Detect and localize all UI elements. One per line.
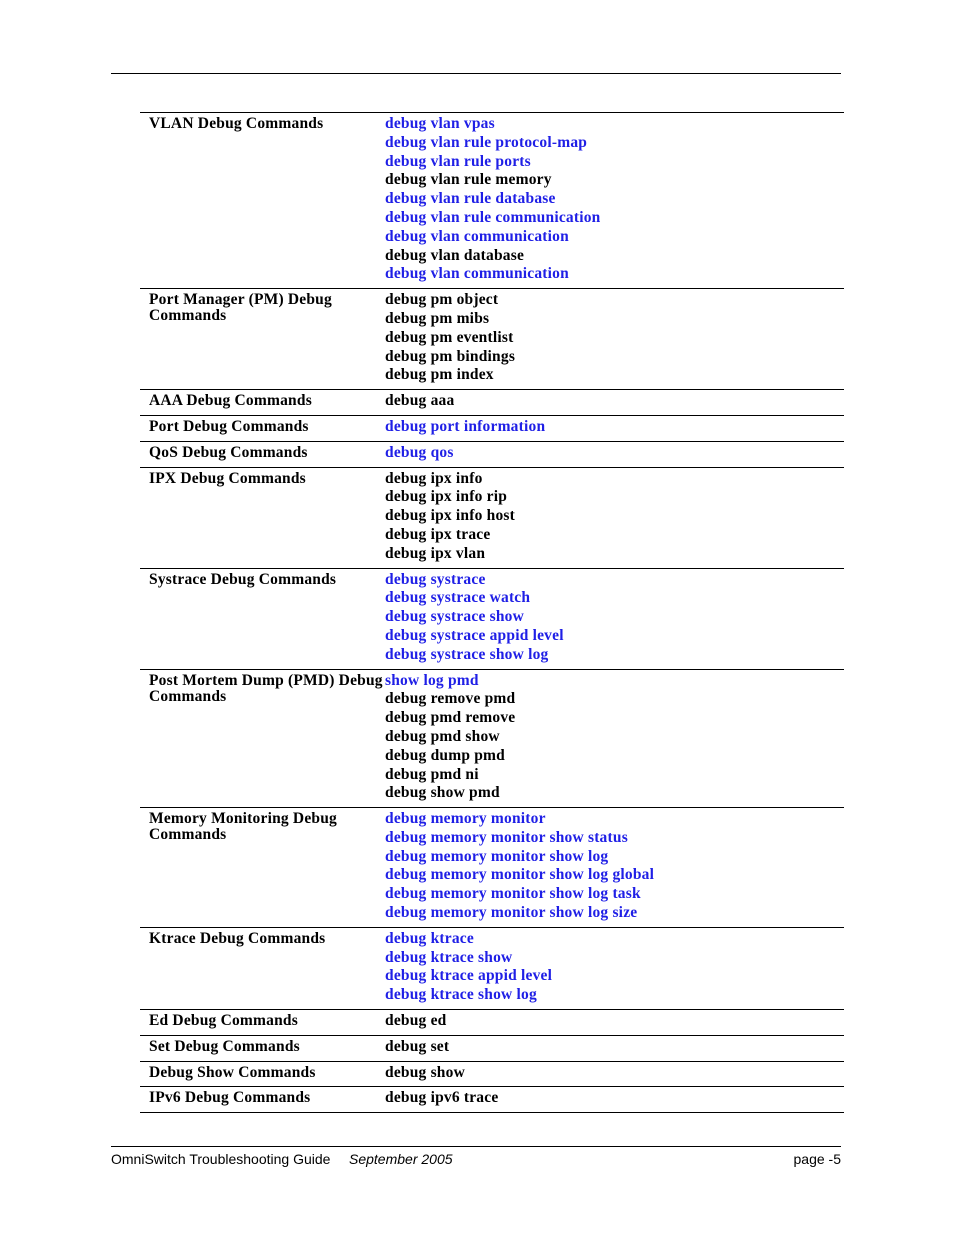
command-category: AAA Debug Commands xyxy=(149,392,312,410)
command-category: Set Debug Commands xyxy=(149,1037,300,1055)
command-link[interactable]: debug memory monitor show log task xyxy=(385,885,641,903)
table-row xyxy=(140,1010,844,1036)
command-list xyxy=(385,571,844,665)
command-link[interactable]: debug vlan rule ports xyxy=(385,152,531,170)
command-text: debug vlan database xyxy=(385,246,525,264)
table-row xyxy=(140,1036,844,1062)
command-list xyxy=(385,291,844,385)
command-link[interactable]: debug vlan rule protocol-map xyxy=(385,133,588,151)
command-category: Systrace Debug Commands xyxy=(149,570,337,588)
command-link[interactable]: debug memory monitor show log size xyxy=(385,904,638,922)
command-category: VLAN Debug Commands xyxy=(149,115,324,132)
command-link[interactable]: debug ktrace show xyxy=(385,948,513,966)
command-category: Post Mortem Dump (PMD) Debug Commands xyxy=(149,671,383,705)
command-link[interactable]: debug systrace xyxy=(385,570,486,588)
table-row xyxy=(140,808,844,928)
command-text: debug ipv6 trace xyxy=(385,1089,499,1107)
footer-date: September 2005 xyxy=(349,1151,453,1167)
debug-commands-table xyxy=(140,112,844,1113)
command-link[interactable]: debug qos xyxy=(385,443,454,461)
command-text: debug vlan rule memory xyxy=(385,171,552,189)
command-list xyxy=(385,672,844,804)
table-row xyxy=(140,928,844,1010)
table-row xyxy=(140,113,844,289)
command-text: debug show pmd xyxy=(385,784,500,802)
command-list xyxy=(385,1089,844,1108)
command-text: debug pm eventlist xyxy=(385,328,514,346)
command-link[interactable]: debug ktrace appid level xyxy=(385,967,553,985)
command-text: debug pmd ni xyxy=(385,765,479,783)
command-link[interactable]: debug systrace watch xyxy=(385,589,531,607)
command-link[interactable]: debug vlan communication xyxy=(385,227,569,245)
command-text: debug show xyxy=(385,1063,465,1081)
command-link[interactable]: debug systrace appid level xyxy=(385,626,564,644)
command-link[interactable]: debug vlan vpas xyxy=(385,115,495,132)
table-row xyxy=(140,289,844,390)
command-category: Memory Monitoring Debug Commands xyxy=(149,810,337,844)
command-category: IPv6 Debug Commands xyxy=(149,1089,311,1107)
header-rule xyxy=(111,73,841,74)
command-link[interactable]: debug vlan rule database xyxy=(385,190,556,208)
command-category: Port Debug Commands xyxy=(149,417,309,435)
command-text: debug dump pmd xyxy=(385,746,505,764)
command-list xyxy=(385,1038,844,1057)
command-text: debug pm index xyxy=(385,366,494,384)
command-link[interactable]: debug port information xyxy=(385,417,546,435)
command-text: debug ipx info host xyxy=(385,507,515,525)
command-text: debug pm object xyxy=(385,291,499,309)
table-row xyxy=(140,670,844,809)
table-row xyxy=(140,468,844,569)
footer-rule xyxy=(111,1146,841,1147)
command-list xyxy=(385,1064,844,1083)
command-list xyxy=(385,810,844,923)
command-list xyxy=(385,930,844,1005)
command-link[interactable]: debug vlan rule communication xyxy=(385,208,601,226)
command-category: QoS Debug Commands xyxy=(149,443,308,461)
command-list xyxy=(385,470,844,564)
command-text: debug pmd show xyxy=(385,727,500,745)
command-text: debug ipx trace xyxy=(385,525,491,543)
table-row xyxy=(140,1087,844,1113)
command-category: Debug Show Commands xyxy=(149,1063,316,1081)
command-text: debug pmd remove xyxy=(385,709,516,727)
command-text: debug set xyxy=(385,1037,450,1055)
command-category: Ktrace Debug Commands xyxy=(149,929,326,947)
table-row xyxy=(140,416,844,442)
command-category: Port Manager (PM) Debug Commands xyxy=(149,291,332,325)
command-text: debug ed xyxy=(385,1012,447,1030)
command-link[interactable]: debug ktrace show log xyxy=(385,986,537,1004)
command-link[interactable]: debug vlan communication xyxy=(385,265,569,283)
command-text: debug ipx info xyxy=(385,469,483,487)
command-text: debug ipx info rip xyxy=(385,488,508,506)
command-text: debug ipx vlan xyxy=(385,544,486,562)
footer-guide-title: OmniSwitch Troubleshooting Guide xyxy=(111,1151,331,1167)
command-text: debug pm mibs xyxy=(385,309,490,327)
command-link[interactable]: debug memory monitor show log xyxy=(385,847,609,865)
command-link[interactable]: debug memory monitor show log global xyxy=(385,866,655,884)
table-row xyxy=(140,1062,844,1088)
command-list xyxy=(385,418,844,437)
command-list xyxy=(385,1012,844,1031)
command-text: debug remove pmd xyxy=(385,690,516,708)
command-link[interactable]: debug systrace show xyxy=(385,608,525,626)
command-text: debug aaa xyxy=(385,392,455,410)
footer-page-number: page -5 xyxy=(793,1151,841,1167)
command-category: Ed Debug Commands xyxy=(149,1012,298,1030)
table-row xyxy=(140,442,844,468)
command-link[interactable]: debug memory monitor xyxy=(385,810,546,828)
command-text: debug pm bindings xyxy=(385,347,516,365)
command-list xyxy=(385,392,844,411)
command-link[interactable]: show log pmd xyxy=(385,671,479,689)
command-list xyxy=(385,444,844,463)
command-link[interactable]: debug ktrace xyxy=(385,929,474,947)
command-list xyxy=(385,115,844,284)
table-row xyxy=(140,569,844,670)
command-category: IPX Debug Commands xyxy=(149,469,306,487)
command-link[interactable]: debug systrace show log xyxy=(385,645,549,663)
table-row xyxy=(140,390,844,416)
command-link[interactable]: debug memory monitor show status xyxy=(385,828,628,846)
